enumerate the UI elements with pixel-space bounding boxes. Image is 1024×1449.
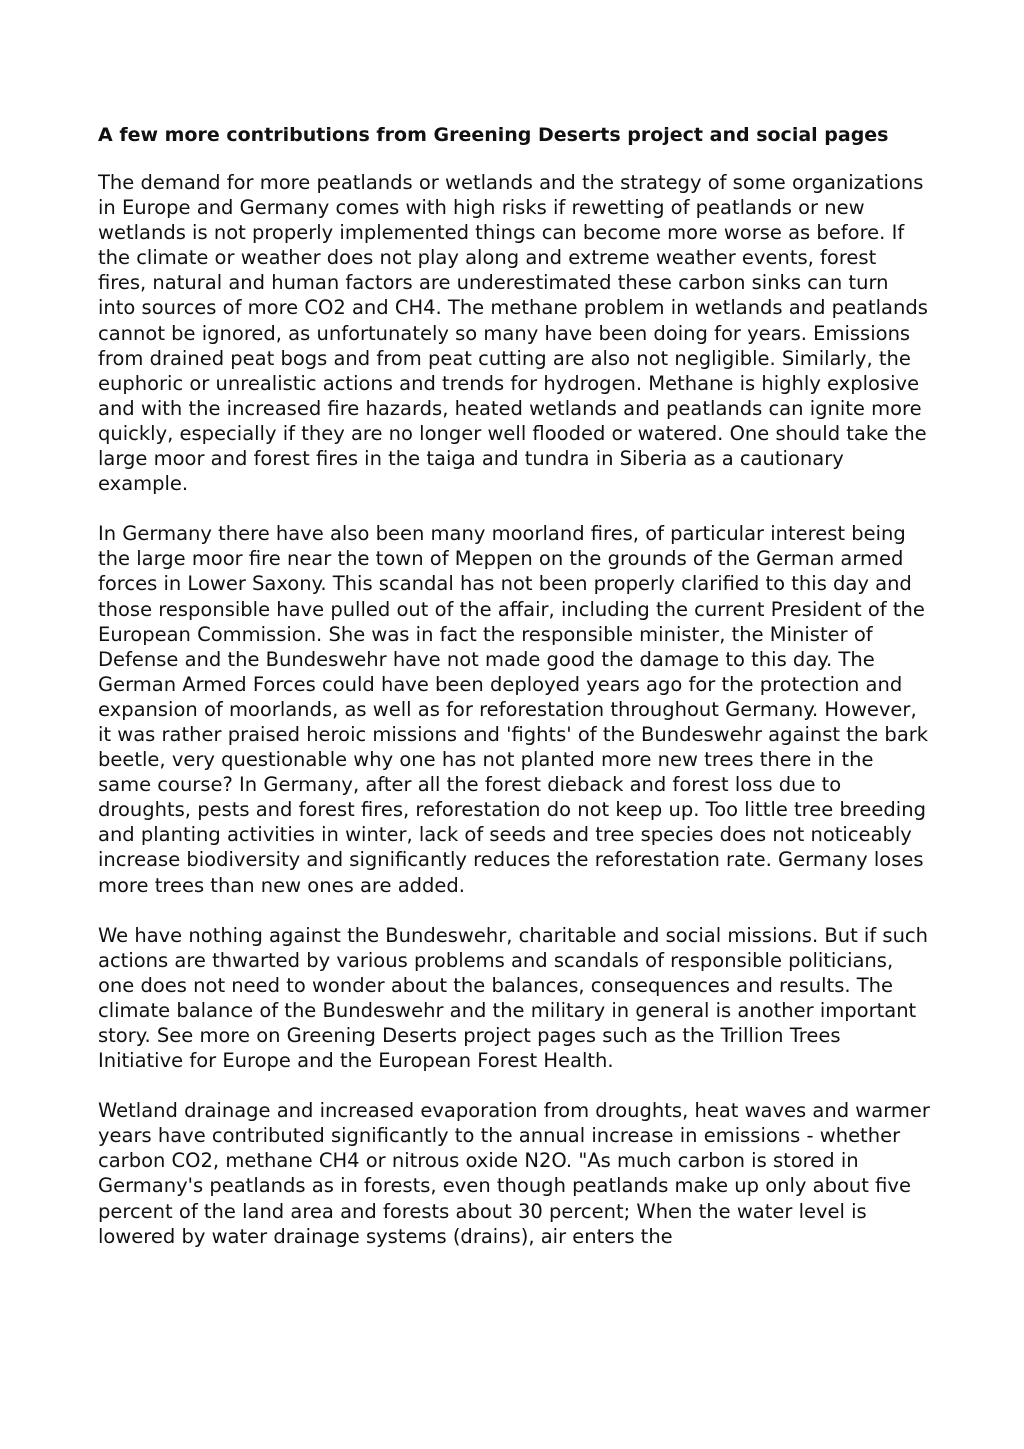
document-page [98,122,930,1274]
paragraph-bundeswehr: We have nothing against the Bundeswehr, charitable and social missions. But if such actions are thwarted by various problems and scandals of responsible politicians, one does not need to wonder about the balances, consequences and results. The climate balance of the Bundeswehr and the military in general is another important story. See more on Greening Deserts project pages such as the Trillion Trees Initiative for Europe and the European Forest Health. [98,923,929,1073]
paragraph-wetland-drainage: Wetland drainage and increased evaporation from droughts, heat waves and warmer years have contributed significantly to the annual increase in emissions - whether carbon CO2, methane CH4 or nitrous oxide N2O. "As much carbon is stored in Germany's peatlands as in forests, even though peatlands make up only about five percent of the land area and forests about 30 percent; When the water level is lowered by water drainage systems (drains), air enters the [98,1099,930,1248]
paragraph-moorland-fires: In Germany there have also been many moorland fires, of particular interest being the large moor fire near the town of Meppen on the grounds of the German armed forces in Lower Saxony. This scandal has not been properly clarified to this day and those responsible have pulled out of the affair, including the current President of the European Commission. She was in fact the responsible minister, the Minister of Defense and the Bundeswehr have not made good the damage to this day. The German Armed Forces could have been deployed years ago for the protection and expansion of moorlands, as well as for reforestation throughout Germany. However, it was rather praised heroic missions and 'fights' of the Bundeswehr against the bark beetle, very questionable why one has not planted more new trees there in the same course? In Germany, after all the forest dieback and forest loss due to droughts, pests and forest fires, reforestation do not keep up. Too little tree breeding and planting activities in winter, lack of seeds and tree species does not noticeably increase biodiversity and significantly reduces the reforestation rate. Germany loses more trees than new ones are added. [98,522,929,897]
paragraph-peatlands-risks: The demand for more peatlands or wetlands and the strategy of some organizations in Europe and Germany comes with high risks if rewetting of peatlands or new wetlands is not properly implemented things can become more worse as before. If the climate or weather does not play along and extreme weather events, forest fires, natural and human factors are underestimated these carbon sinks can turn into sources of more CO2 and CH4. The methane problem in wetlands and peatlands cannot be ignored, as unfortunately so many have been doing for years. Emissions from drained peat bogs and from peat cutting are also not negligible. Similarly, the euphoric or unrealistic actions and trends for hydrogen. Methane is highly explosive and with the increased fire hazards, heated wetlands and peatlands can ignite more quickly, especially if they are no longer well flooded or watered. One should take the large moor and forest fires in the taiga and tundra in Siberia as a cautionary example. [98,171,928,496]
document-title: A few more contributions from Greening Deserts project and social pages [98,124,889,146]
